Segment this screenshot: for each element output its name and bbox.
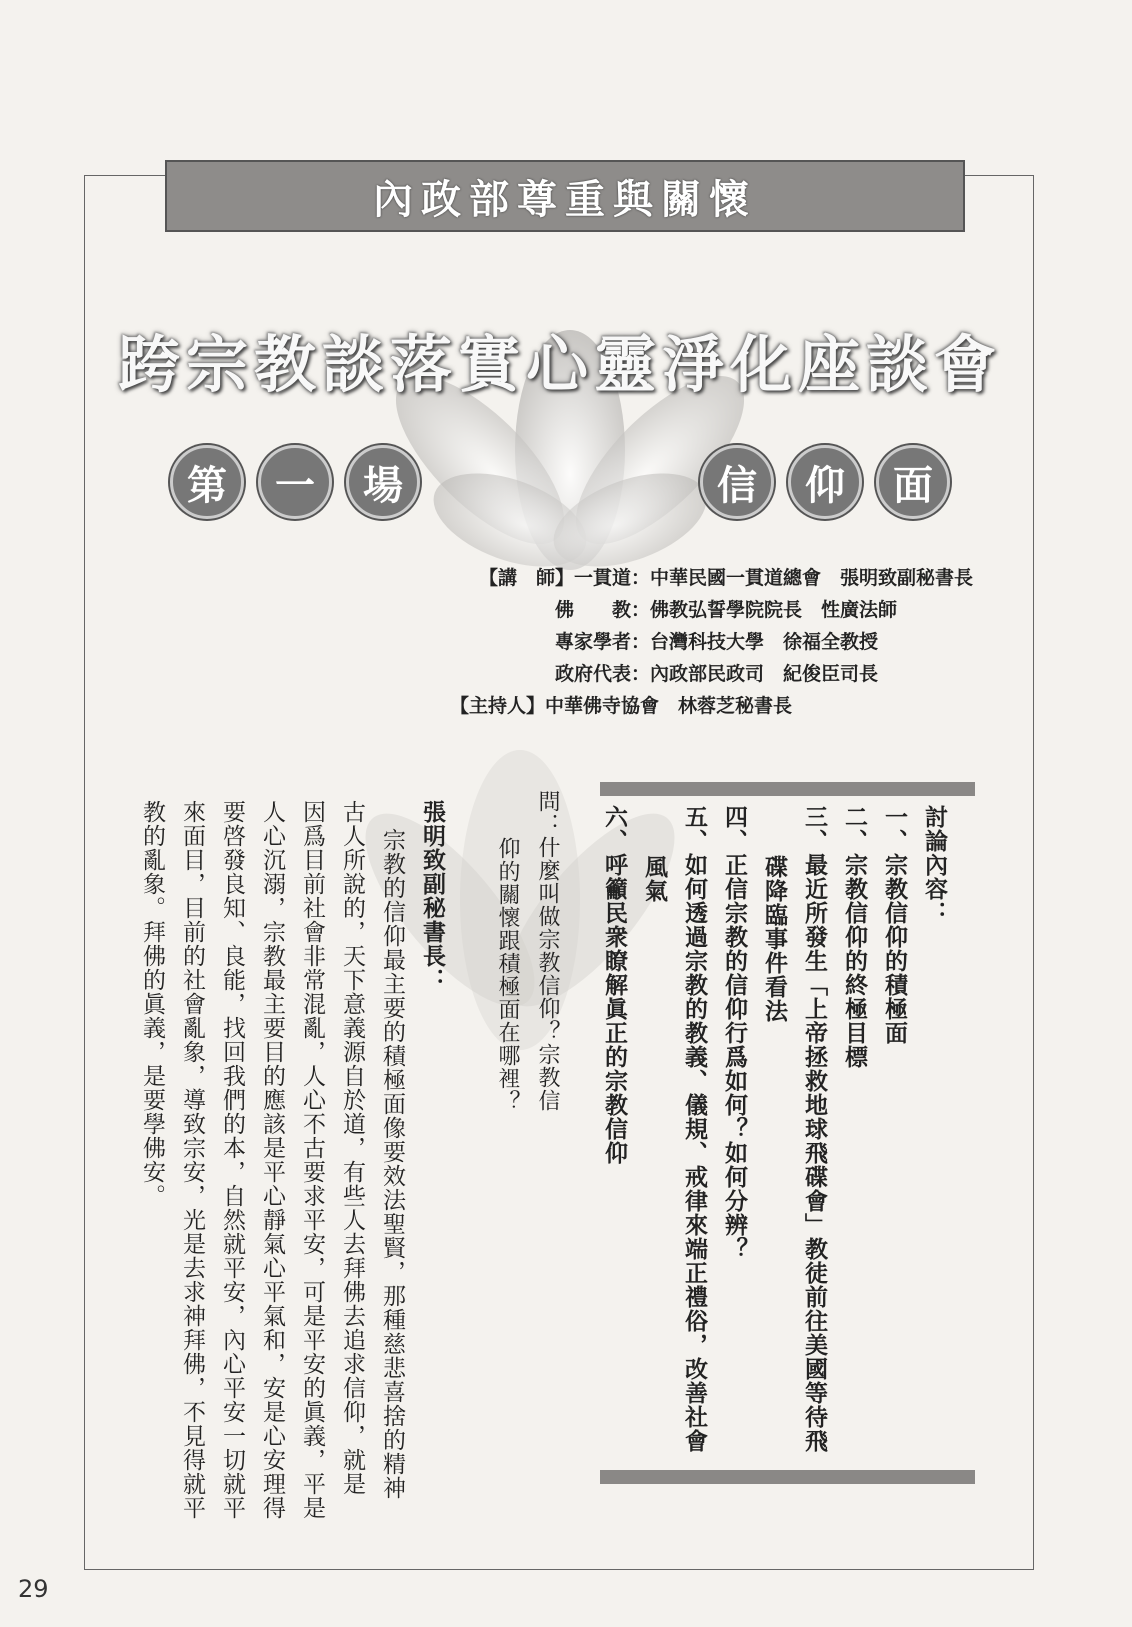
discussion-item: 三、最近所發生「上帝拯救地球飛碟會」教徒前往美國等待飛 [801, 805, 828, 1453]
theme-char: 面 [876, 445, 950, 519]
discussion-item-continued: 風氣 [641, 855, 668, 903]
discussion-item: 六、呼籲民衆瞭解眞正的宗教信仰 [601, 805, 628, 1165]
answer-line: 來面目，目前的社會亂象，導致宗安，光是去求神拜佛，不見得就平 [179, 800, 205, 1520]
discussion-topics [594, 805, 954, 1465]
speaker-row [440, 594, 973, 626]
theme-label [700, 445, 950, 519]
speaker-value: 台灣科技大學 徐福全教授 [650, 631, 879, 653]
discussion-heading: 討論內容： [921, 805, 948, 925]
speaker-label: 專家學者： [554, 631, 650, 653]
lotus-flower-illustration [360, 260, 780, 580]
discussion-item: 二、宗教信仰的終極目標 [841, 805, 868, 1069]
banner-title: 內政部尊重與關懷 [373, 176, 757, 223]
answer-speaker: 張明致副秘書長： [419, 800, 446, 992]
question-line: 仰的關懷跟積極面在哪裡？ [495, 837, 520, 1113]
answer-line: 要啓發良知、良能，找回我們的本，自然就平安，內心平安一切就平 [219, 800, 245, 1520]
moderator-row [440, 690, 973, 722]
page-number: 29 [18, 1575, 49, 1603]
question-block [487, 790, 567, 1310]
answer-block [132, 800, 452, 1520]
discussion-item: 四、正信宗教的信仰行爲如何？如何分辨？ [721, 805, 748, 1261]
answer-line: 因爲目前社會非常混亂，人心不古要求平安，可是平安的眞義，平是 [299, 800, 325, 1520]
theme-char: 仰 [788, 445, 862, 519]
speaker-row [440, 658, 973, 690]
speaker-list [440, 562, 973, 722]
theme-char: 信 [700, 445, 774, 519]
speaker-row [440, 562, 973, 594]
answer-line: 人心沉溺，宗教最主要目的應該是平心靜氣心平氣和，安是心安理得 [259, 800, 285, 1520]
session-char: 第 [170, 445, 244, 519]
answer-line: 宗教的信仰最主要的積極面像要效法聖賢，那種慈悲喜捨的精神 [379, 828, 405, 1500]
speaker-row [440, 626, 973, 658]
speaker-label: 政府代表： [554, 663, 650, 685]
session-label [170, 445, 420, 519]
speaker-label: 佛 教： [554, 599, 650, 621]
header-banner [165, 160, 965, 232]
discussion-bottom-bar [600, 1470, 975, 1484]
speaker-value: 內政部民政司 紀俊臣司長 [650, 663, 879, 685]
speaker-label: 【講 師】一貫道： [478, 567, 650, 589]
session-char: 場 [346, 445, 420, 519]
answer-line: 古人所說的，天下意義源自於道，有些人去拜佛去追求信仰，就是 [339, 800, 365, 1496]
discussion-item-continued: 碟降臨事件看法 [761, 855, 788, 1023]
moderator-value: 中華佛寺協會 林蓉芝秘書長 [545, 695, 793, 717]
speaker-value: 中華民國一貫道總會 張明致副秘書長 [650, 567, 974, 589]
question-line: 問：什麼叫做宗教信仰？宗教信 [535, 790, 560, 1112]
discussion-item: 一、宗教信仰的積極面 [881, 805, 908, 1045]
session-char: 一 [258, 445, 332, 519]
moderator-label: 【主持人】 [449, 695, 545, 717]
answer-line: 教的亂象。拜佛的眞義，是要學佛安。 [139, 800, 165, 1208]
speaker-value: 佛教弘誓學院院長 性廣法師 [650, 599, 898, 621]
discussion-top-bar [600, 782, 975, 796]
main-title: 跨宗教談落實心靈淨化座談會 [117, 328, 1002, 401]
discussion-item: 五、如何透過宗教的教義、儀規、戒律來端正禮俗，改善社會 [681, 805, 708, 1453]
